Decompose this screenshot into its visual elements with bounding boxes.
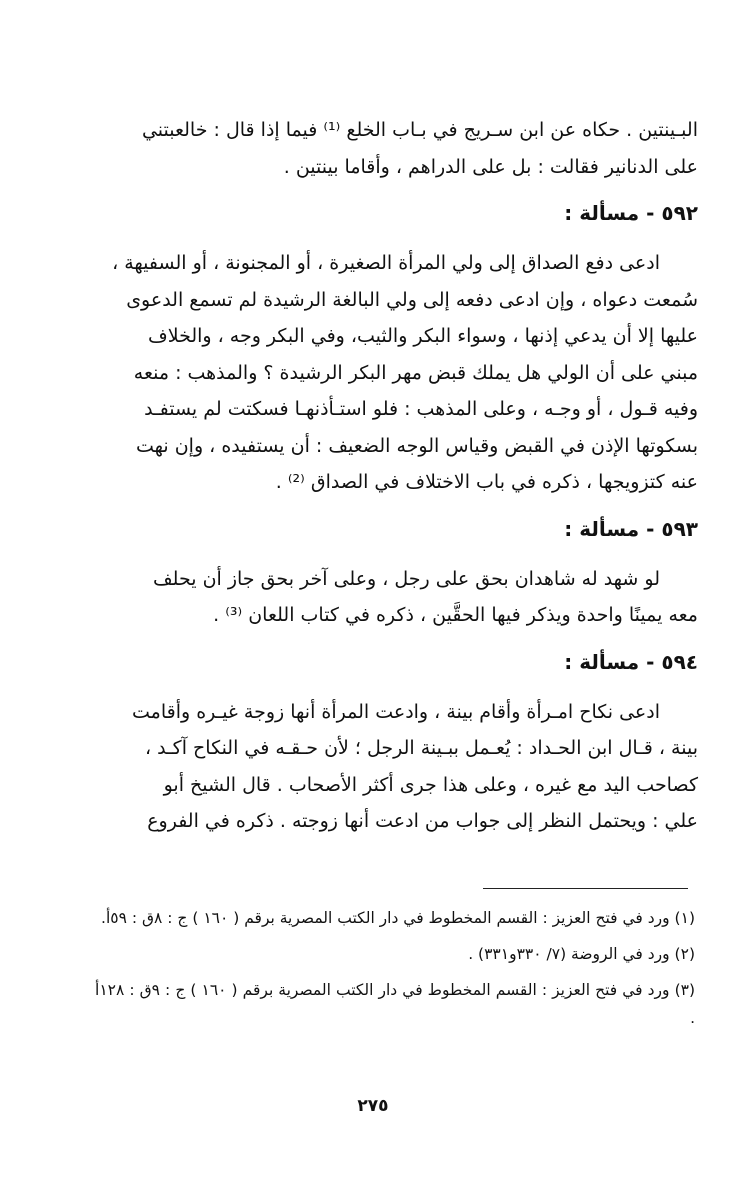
- text-line: وفيه قـول ، أو وجـه ، وعلى المذهب : فلو استـأذنهـا فسكتت لم يستفـد: [144, 398, 698, 420]
- footnote-3: (٣) ورد في فتح العزيز : القسم المخطوط في دار الكتب المصرية برقم ( ١٦٠ ) ج : ٩ق : ١٢٨أ .: [95, 981, 696, 1027]
- text-line: عليها إلا أن يدعي إذنها ، وسواء البكر والثيب، وفي البكر وجه ، والخلاف: [148, 325, 698, 347]
- text-line: لو شهد له شاهدان بحق على رجل ، وعلى آخر بحق جاز أن يحلف: [153, 567, 660, 590]
- footnote-1: (١) ورد في فتح العزيز : القسم المخطوط في دار الكتب المصرية برقم ( ١٦٠ ) ج : ٨ق : ٥٩أ.: [101, 909, 695, 927]
- page-number: ٢٧٥: [357, 1096, 389, 1116]
- text-line: عنه كتزويجها ، ذكره في باب الاختلاف في الصداق ⁽²⁾ .: [275, 471, 698, 493]
- issue-594-heading: ٥٩٤ - مسألة :: [564, 649, 698, 674]
- text-line: ادعى نكاح امـرأة وأقام بينة ، وادعت المرأة أنها زوجة غيـره وأقامت: [132, 700, 660, 723]
- text-line: علي : ويحتمل النظر إلى جواب من ادعت أنها زوجته . ذكره في الفروع: [147, 810, 698, 832]
- footnote-divider: [483, 888, 688, 889]
- issue-592-paragraph: [88, 245, 698, 501]
- footnote-2: (٢) ورد في الروضة (٧/ ٣٣٠و٣٣١) .: [468, 945, 695, 963]
- issue-594-paragraph: [88, 694, 698, 840]
- text-line: ادعى دفع الصداق إلى ولي المرأة الصغيرة ، أو المجنونة ، أو السفيهة ،: [112, 252, 660, 274]
- issue-592-heading: ٥٩٢ - مسألة :: [564, 201, 698, 225]
- text-line: مبني على أن الولي هل يملك قبض مهر البكر الرشيدة ؟ والمذهب : منعه: [133, 361, 698, 384]
- footnotes: [95, 904, 695, 1040]
- text-line: البـينتين . حكاه عن ابن سـريج في بـاب الخلع ⁽¹⁾ فيما إذا قال : خالعبتني: [141, 119, 698, 141]
- text-line: سُمعت دعواه ، وإن ادعى دفعه إلى ولي البالغة الرشيدة لم تسمع الدعوى: [126, 288, 698, 311]
- text-line: بسكوتها الإذن في القبض وقياس الوجه الضعيف : أن يستفيده ، وإن نهت: [135, 434, 698, 457]
- text-line: بينة ، قـال ابن الحـداد : يُعـمل ببـينة الرجل ؛ لأن حـقـه في النكاح آكـد ،: [144, 737, 698, 759]
- intro-paragraph: [88, 112, 698, 185]
- text-line: على الدنانير فقالت : بل على الدراهم ، وأقاما بينتين .: [283, 155, 698, 178]
- text-line: معه يمينًا واحدة ويذكر فيها الحقَّين ، ذكره في كتاب اللعان ⁽³⁾ .: [213, 604, 698, 626]
- issue-593-paragraph: [88, 561, 698, 634]
- text-line: كصاحب اليد مع غيره ، وعلى هذا جرى أكثر الأصحاب . قال الشيخ أبو: [163, 773, 698, 796]
- issue-593-heading: ٥٩٣ - مسألة :: [564, 516, 698, 541]
- page-body: [88, 112, 698, 840]
